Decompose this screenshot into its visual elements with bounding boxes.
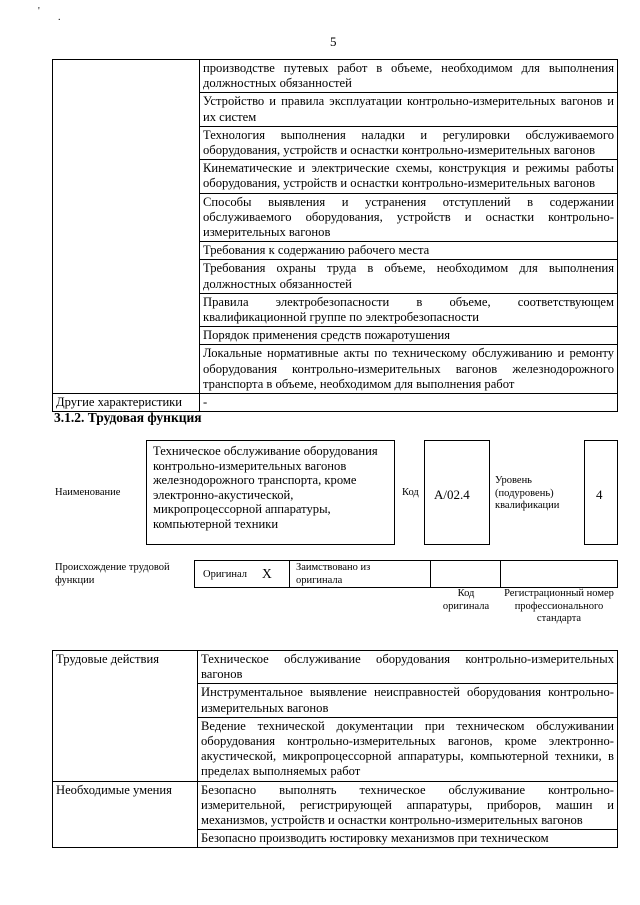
function-name: Техническое обслуживание оборудования контрольно-измерительных вагонов железнодорожного транспорта, кроме электронно-акустической, микропроцессорной аппаратуры, компьютерной техники <box>153 444 378 531</box>
code-original-caption: Код оригинала <box>442 588 490 612</box>
function-name-box <box>146 440 395 545</box>
knowledge-table <box>52 59 618 412</box>
borrowed-label: Заимствовано из оригинала <box>296 562 371 586</box>
labor-actions-label: Трудовые действия <box>53 651 198 782</box>
table-cell: Безопасно производить юстировку механизмов при техническом <box>198 830 618 848</box>
table-row <box>53 60 618 93</box>
level-value: 4 <box>596 487 603 502</box>
table-cell: Технология выполнения наладки и регулировки обслуживаемого оборудования, устройств и оснастки контрольно-измерительных вагонов <box>200 126 618 159</box>
scan-mark: ' <box>38 6 40 17</box>
table-cell: Локальные нормативные акты по техническому обслуживанию и ремонту оборудования контрольно-измерительных вагонов железнодорожного транспорта в объеме, необходимом для выполнения работ <box>200 345 618 394</box>
table-cell: Кинематические и электрические схемы, конструкция и режимы работы оборудования, устройств и оснастки контрольно-измерительных вагонов <box>200 160 618 193</box>
name-label: Наименование <box>55 487 121 498</box>
section-heading: 3.1.2. Трудовая функция <box>54 410 202 425</box>
table-cell: Способы выявления и устранения отступлений в содержании обслуживаемого оборудования, устройств и оснастки контрольно-измерительных вагонов <box>200 193 618 242</box>
table-cell: производстве путевых работ в объеме, необходимом для выполнения должностных обязанностей <box>200 60 618 93</box>
table-cell: Требования к содержанию рабочего места <box>200 242 618 260</box>
table-cell: Техническое обслуживание оборудования контрольно-измерительных вагонов <box>198 651 618 684</box>
table-cell: Устройство и правила эксплуатации контрольно-измерительных вагонов и их систем <box>200 93 618 126</box>
code-original-box <box>430 560 501 588</box>
code-box <box>424 440 490 545</box>
actions-table <box>52 650 618 848</box>
reg-number-box <box>500 560 618 588</box>
table-row <box>53 781 618 830</box>
scan-dot: . <box>58 12 61 23</box>
skills-label: Необходимые умения <box>53 781 198 848</box>
other-characteristics-value: - <box>200 394 618 412</box>
borrowed-box <box>289 560 431 588</box>
other-characteristics-label: Другие характеристики <box>53 394 200 412</box>
table-cell: Требования охраны труда в объеме, необходимом для выполнения должностных обязанностей <box>200 260 618 293</box>
code-value: A/02.4 <box>434 487 470 502</box>
level-label: Уровень (подуровень) квалификации <box>495 475 560 511</box>
table-left-cell <box>53 60 200 394</box>
original-label: Оригинал <box>203 569 247 580</box>
table-cell: Безопасно выполнять техническое обслуживание контрольно-измерительной, регистрирующей аппаратуры, приборов, машин и механизмов, устройств и оснастки контрольно-измерительных вагонов <box>198 781 618 830</box>
original-box <box>194 560 290 588</box>
table-cell: Правила электробезопасности в объеме, соответствующем квалификационной группе по электробезопасности <box>200 293 618 326</box>
reg-number-caption: Регистрационный номер профессионального стандарта <box>504 588 614 624</box>
code-label: Код <box>402 487 419 498</box>
level-box <box>584 440 618 545</box>
page-number: 5 <box>330 34 337 49</box>
original-mark: X <box>262 566 272 581</box>
origin-label: Происхождение трудовой функции <box>55 562 170 586</box>
table-cell: Ведение технической документации при техническом обслуживании оборудования контрольно-измерительных вагонов, кроме электронно-акустической, микропроцессорной аппаратуры, компьютерной техники, в пределах выполняемых работ <box>198 717 618 781</box>
table-row <box>53 651 618 684</box>
table-cell: Инструментальное выявление неисправностей оборудования контрольно-измерительных вагонов <box>198 684 618 717</box>
table-cell: Порядок применения средств пожаротушения <box>200 327 618 345</box>
